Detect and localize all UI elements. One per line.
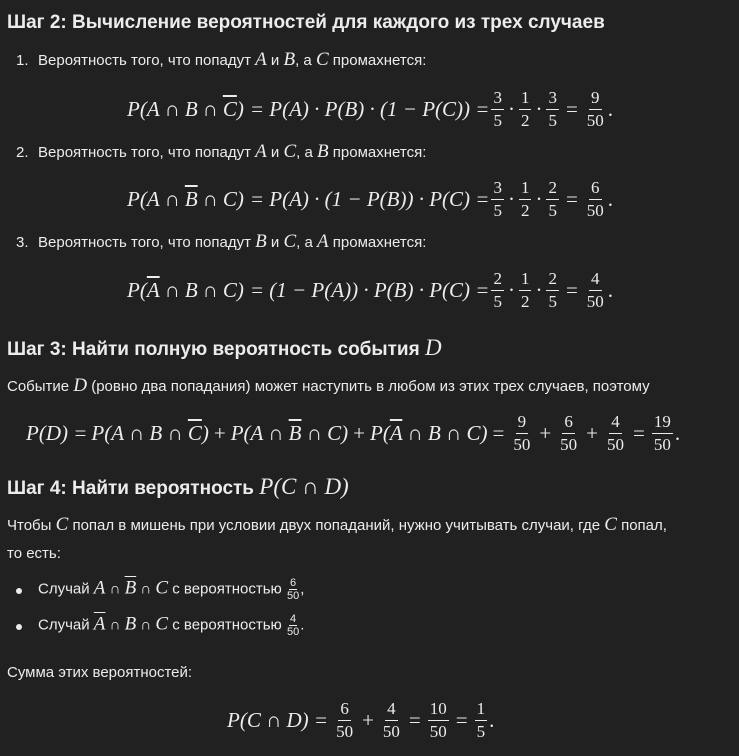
item-text: , а (296, 144, 313, 161)
math-var: B (255, 231, 267, 252)
formula-case-3: P( $\overline{A}$ ∩ B ∩ C ) = (1 − P(A)) · P(B) · P(C) = $\frac{2}{5}$ · $\frac{1}{2}$ · $\frac{2}{5}$ = $\frac{4}{50}$ . (127, 269, 614, 311)
fraction: $\frac{2}{5}$ (493, 269, 502, 311)
fraction: $\frac{19}{50}$ (653, 412, 671, 454)
item-text: Вероятность того, что попадут (38, 52, 251, 69)
item-text: и (270, 52, 280, 69)
fraction: $\frac{9}{50}$ (586, 88, 604, 130)
formula-case-1: P( A ∩ B ∩ $\overline{C}$ ) = P(A) · P(B) · (1 − P(C)) = $\frac{3}{5}$ · $\frac{1}{2}$ · $\frac{3}{5}$ = $\frac{9}{50}$ . (127, 88, 614, 130)
item-text: и (270, 234, 280, 251)
fraction: $\frac{3}{5}$ (548, 88, 557, 130)
fraction: $\frac{2}{5}$ (548, 178, 557, 220)
step4-text-line1: Чтобы C попал в мишень при условии двух попаданий, нужно учитывать случаи, где C попал, (7, 514, 667, 535)
list-item: Случай $\overline{A}$ ∩ B ∩ C с вероятностью $\frac{4}{50}$ . (38, 613, 305, 638)
item-text: , а (296, 234, 313, 251)
fraction: $\frac{4}{50}$ (382, 699, 400, 741)
math: P( (127, 97, 147, 121)
math-var: C (315, 49, 329, 70)
math: A (146, 97, 160, 121)
math-var: C (283, 141, 297, 162)
math-var: B (317, 141, 329, 162)
step3-heading: Шаг 3: Найти полную вероятность события D (7, 335, 442, 360)
list-number: 2. (16, 144, 29, 161)
fraction: $\frac{6}{50}$ (586, 178, 604, 220)
fraction: $\frac{1}{2}$ (520, 88, 530, 130)
fraction: $\frac{3}{5}$ (493, 178, 502, 220)
fraction: $\frac{4}{50}$ (286, 613, 300, 638)
item-text: Вероятность того, что попадут (38, 144, 251, 161)
item-text: промахнется: (332, 234, 427, 251)
step4-text-line2: то есть: (7, 545, 61, 562)
math-var: C (283, 231, 297, 252)
math: ∩ (164, 97, 180, 121)
math: B (184, 97, 198, 121)
fraction: $\frac{6}{50}$ (560, 412, 578, 454)
math-var: B (283, 49, 296, 70)
fraction: $\frac{1}{2}$ (520, 269, 530, 311)
fraction: $\frac{10}{50}$ (429, 699, 447, 741)
formula-total-probability: P(D) = P(A ∩ B ∩ $\overline{C}$) + P(A ∩ $\overline{B}$ ∩ C) + $P(\overline{A}$ ∩ B ∩ C) = $\frac{9}{50}$ + $\frac{6}{50}$ + $\frac{4}{50}$ = $\frac{19}{50}$ . (26, 412, 681, 454)
math-var: A (317, 231, 329, 252)
fraction: $\frac{1}{2}$ (520, 178, 530, 220)
list-item (38, 49, 426, 71)
list-number: 1. (16, 52, 29, 69)
item-text: и (270, 144, 280, 161)
sum-label: Сумма этих вероятностей: (7, 664, 193, 681)
term-2: P(A ∩ $\overline{B}$ ∩ C) (230, 421, 349, 445)
item-text: промахнется: (332, 52, 427, 69)
fraction: $\frac{4}{50}$ (586, 269, 604, 311)
list-item (38, 141, 426, 163)
step4-heading: Шаг 4: Найти вероятность P(C ∩ D) (7, 474, 349, 499)
math: ∩ (202, 97, 218, 121)
item-text: , а (295, 52, 312, 69)
fraction: $\frac{9}{50}$ (513, 412, 531, 454)
math: $\overline{C}$ (222, 97, 237, 121)
fraction: $\frac{3}{5}$ (493, 88, 502, 130)
term-1: P(A ∩ B ∩ $\overline{C}$) (91, 421, 209, 445)
step2-heading: Шаг 2: Вычисление вероятностей для каждого из трех случаев (7, 12, 605, 33)
item-text: Вероятность того, что попадут (38, 234, 251, 251)
list-item: Случай A ∩ $\overline{B}$ ∩ C с вероятностью $\frac{6}{50}$ , (38, 577, 305, 602)
formula-conditional: P(C ∩ D) = $\frac{6}{50}$ + $\frac{4}{50}$ = $\frac{10}{50}$ = $\frac{1}{5}$ . (227, 699, 495, 741)
item-text: промахнется: (332, 144, 427, 161)
math: ) (236, 97, 244, 121)
fraction: $\frac{1}{5}$ (476, 699, 486, 741)
list-number: 3. (16, 234, 29, 251)
math-var: A (255, 49, 267, 70)
fraction: $\frac{6}{50}$ (336, 699, 354, 741)
bullet-dot (16, 624, 22, 630)
math: = P(A) · P(B) · (1 − P(C)) = (249, 97, 490, 121)
fraction: $\frac{4}{50}$ (607, 412, 624, 454)
math-var: A (255, 141, 267, 162)
formula-case-2: P( A ∩ $\overline{B}$ ∩ C ) = P(A) · (1 − P(B)) · P(C) = $\frac{3}{5}$ · $\frac{1}{2}$ · $\frac{2}{5}$ = $\frac{6}{50}$ . (127, 178, 614, 220)
bullet-dot (16, 588, 22, 594)
fraction: $\frac{2}{5}$ (548, 269, 557, 311)
term-3: $P(\overline{A}$ ∩ B ∩ C) (370, 421, 488, 445)
step3-text: Событие D (ровно два попадания) может наступить в любом из этих трех случаев, поэтому (7, 375, 650, 396)
list-item (38, 231, 426, 253)
fraction: $\frac{6}{50}$ (286, 577, 300, 602)
